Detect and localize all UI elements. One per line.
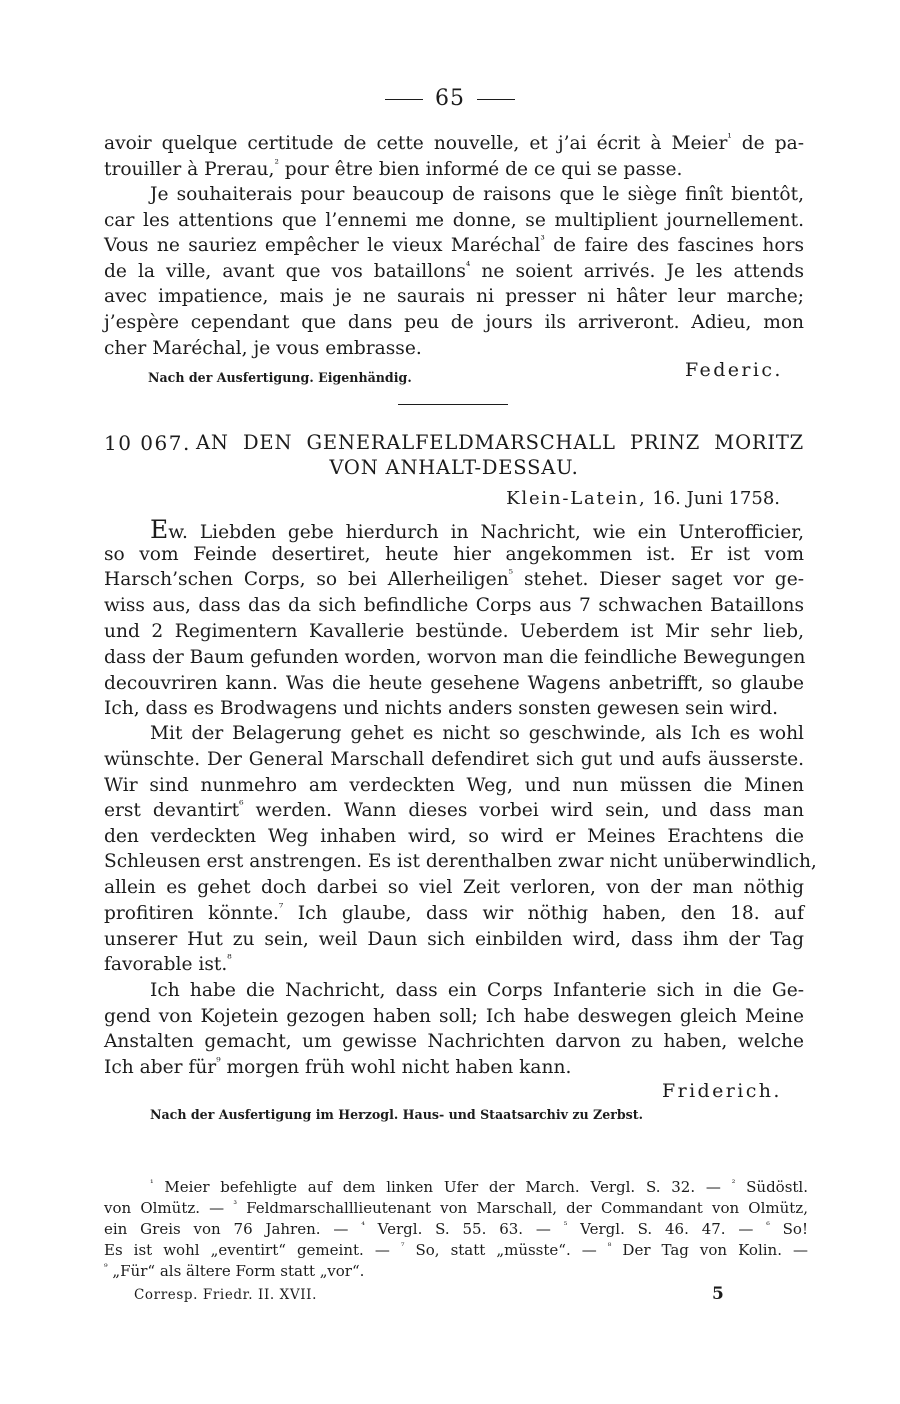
page-header xyxy=(0,86,900,112)
footnote-line: ein Greis von 76 Jahren. — $^{^4}$ Vergl. S. 55. 63. — $^{^5}$ Vergl. S. 46. 47. — $^{^6}$ So! xyxy=(104,1220,808,1238)
letter-line: wiss aus, dass das da sich befindliche Corps aus 7 schwachen Bataillons xyxy=(104,595,804,616)
letter-line: erst devantirt$^{^6}$ werden. Wann dieses vorbei wird sein, und dass man xyxy=(104,798,804,821)
footnote-line: von Olmütz. — $^{^3}$ Feldmarschalllieutenant von Marschall, der Commandant von Olmütz, xyxy=(104,1199,808,1217)
letter-line: so vom Feinde desertiret, heute hier angekommen ist. Er ist vom xyxy=(104,544,804,565)
letter-place: Klein-Latein, xyxy=(506,488,647,509)
letter-signature: Friderich. xyxy=(662,1080,782,1102)
letter-line: unserer Hut zu sein, weil Daun sich einbilden wird, dass ihm der Tag xyxy=(104,929,804,950)
prev-letter-source-note: Nach der Ausfertigung. Eigenhändig. xyxy=(148,370,412,385)
letter-line: Mit der Belagerung gehet es nicht so geschwinde, als Ich es wohl xyxy=(150,723,804,744)
header-dash-right xyxy=(477,99,515,100)
footer-source: Corresp. Friedr. II. XVII. xyxy=(134,1287,317,1303)
prev-letter-line: cher Maréchal, je vous embrasse. xyxy=(104,338,422,359)
prev-letter-line: avec impatience, mais je ne saurais ni presser ni hâter leur marche; xyxy=(104,286,804,307)
letter-line: den verdeckten Weg inhaben wird, so wird er Meines Erachtens die xyxy=(104,826,804,847)
letter-line: Wir sind nunmehro am verdeckten Weg, und nun müssen die Minen xyxy=(104,775,804,796)
separator-rule xyxy=(398,404,508,405)
letter-line: wünschte. Der General Marschall defendiret sich gut und aufs äusserste. xyxy=(104,749,804,770)
letter-line: favorable ist.$^{^8}$ xyxy=(104,952,232,975)
header-dash-left xyxy=(385,99,423,100)
letter-line: decouvriren kann. Was die heute gesehene Wagens anbetrifft, so glaube xyxy=(104,673,804,694)
prev-letter-line: car les attentions que l’ennemi me donne, se multiplient journellement. xyxy=(104,210,804,231)
letter-line: dass der Baum gefunden worden, worvon man die feindliche Bewegungen xyxy=(104,647,806,668)
letter-line: Schleusen erst anstrengen. Es ist derenthalben zwar nicht unüberwindlich, xyxy=(104,851,817,872)
letter-place-date xyxy=(506,486,780,512)
letter-addressee-line1: AN DEN GENERALFELDMARSCHALL PRINZ MORITZ xyxy=(196,431,804,454)
letter-line: allein es gehet doch darbei so viel Zeit verloren, von der man nöthig xyxy=(104,877,804,898)
prev-letter-line: j’espère cependant que dans peu de jours ils arriveront. Adieu, mon xyxy=(104,312,804,333)
prev-letter-line: Je souhaiterais pour beaucoup de raisons que le siège finît bientôt, xyxy=(150,184,804,205)
footer-signature-mark: 5 xyxy=(712,1284,724,1304)
letter-source-note: Nach der Ausfertigung im Herzogl. Haus- und Staatsarchiv zu Zerbst. xyxy=(150,1107,643,1122)
prev-letter-line: trouiller à Prerau,$^{^2}$ pour être bien informé de ce qui se passe. xyxy=(104,157,683,180)
letter-date: 16. Juni 1758. xyxy=(652,488,780,509)
letter-line: Ich, dass es Brodwagens und nichts anders sonsten gewesen sein wird. xyxy=(104,698,779,719)
letter-line: Anstalten gemacht, um gewisse Nachrichten darvon zu haben, welche xyxy=(104,1031,804,1052)
letter-number: 10 067. xyxy=(104,431,191,455)
letter-line: Ich habe die Nachricht, dass ein Corps Infanterie sich in die Ge- xyxy=(150,980,804,1001)
letter-line: profitiren könnte.$^{^7}$ Ich glaube, dass wir nöthig haben, den 18. auf xyxy=(104,901,804,924)
prev-letter-line: de la ville, avant que vos bataillons$^{^4}$ ne soient arrivés. Je les attends xyxy=(104,259,804,282)
page-number: 65 xyxy=(435,86,465,111)
footnote-line: Es ist wohl „eventirt“ gemeint. — $^{^7}$ So, statt „müsste“. — $^{^8}$ Der Tag von Kolin. — xyxy=(104,1241,809,1259)
letter-line: und 2 Regimentern Kavallerie bestünde. Ueberdem ist Mir sehr lieb, xyxy=(104,621,804,642)
letter-line: Ich aber für$^{^9}$ morgen früh wohl nicht haben kann. xyxy=(104,1055,572,1078)
letter-initial: E xyxy=(150,515,169,544)
prev-letter-line: Vous ne sauriez empêcher le vieux Maréchal$^{^3}$ de faire des fascines hors xyxy=(104,233,804,256)
prev-letter-signature: Federic. xyxy=(685,359,783,381)
prev-letter-line: avoir quelque certitude de cette nouvelle, et j’ai écrit à Meier$^{^1}$ de pa- xyxy=(104,131,804,154)
footnote-line: $^{^9}$ „Für“ als ältere Form statt „vor“. xyxy=(104,1262,365,1280)
letter-line: gend von Kojetein gezogen haben soll; Ich habe deswegen gleich Meine xyxy=(104,1006,804,1027)
letter-line: Harsch’schen Corps, so bei Allerheiligen$^{^5}$ stehet. Dieser saget vor ge- xyxy=(104,567,804,590)
footnote-line: $^{^1}$ Meier befehligte auf dem linken Ufer der March. Vergl. S. 32. — $^{^2}$ Südöstl. xyxy=(150,1178,808,1196)
letter-addressee-line2: VON ANHALT-DESSAU. xyxy=(329,456,579,479)
letter-line: Ew. Liebden gebe hierdurch in Nachricht, wie ein Unterofficier, xyxy=(150,515,804,544)
